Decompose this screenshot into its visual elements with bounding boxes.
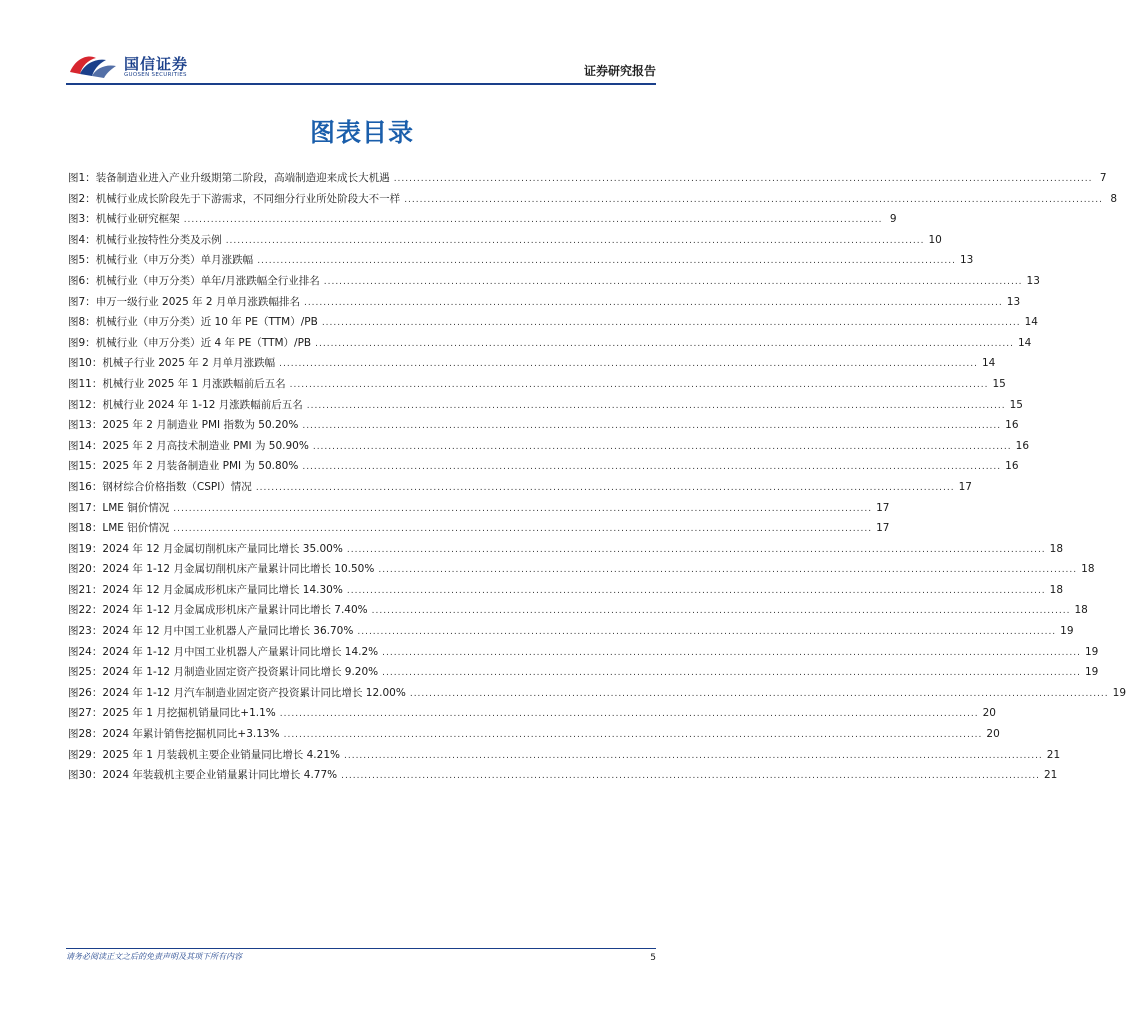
toc-entry-leader bbox=[173, 504, 872, 514]
toc-entry[interactable] bbox=[68, 541, 1064, 562]
toc-entry-title: 2024 年装载机主要企业销量累计同比增长 4.77% bbox=[102, 769, 338, 782]
toc-entry-title: 2024 年 12 月金属成形机床产量同比增长 14.30% bbox=[102, 583, 343, 596]
toc-entry[interactable] bbox=[68, 664, 1099, 685]
guosen-logo bbox=[66, 50, 206, 84]
toc-entry-leader bbox=[315, 339, 1014, 349]
toc-entry-page: 13 bbox=[960, 254, 974, 267]
toc-entry-title: 机械行业 2025 年 1 月涨跌幅前后五名 bbox=[102, 377, 286, 390]
toc-entry-label: 图9： bbox=[68, 336, 96, 349]
toc-entry-leader bbox=[372, 606, 1071, 616]
toc-entry[interactable] bbox=[68, 705, 996, 726]
toc-entry-label: 图7： bbox=[68, 295, 96, 308]
toc-entry[interactable] bbox=[68, 726, 1000, 747]
toc-entry-label: 图8： bbox=[68, 316, 96, 329]
toc-entry-page: 20 bbox=[986, 728, 1000, 741]
toc-entry-leader bbox=[344, 751, 1043, 761]
toc-entry-title: 2025 年 2 月制造业 PMI 指数为 50.20% bbox=[102, 419, 299, 432]
toc-entry[interactable] bbox=[68, 623, 1074, 644]
toc-entry-label: 图5： bbox=[68, 254, 96, 267]
toc-entry-label: 图25： bbox=[68, 666, 103, 679]
toc-entry-label: 图30： bbox=[68, 769, 103, 782]
toc-entry-title: 机械行业（申万分类）近 4 年 PE（TTM）/PB bbox=[95, 336, 312, 349]
toc-entry[interactable] bbox=[68, 438, 1030, 459]
toc-entry-leader bbox=[394, 174, 1093, 184]
footer-disclaimer: 请务必阅读正文之后的免责声明及其项下所有内容 bbox=[66, 952, 242, 961]
toc-entry[interactable] bbox=[68, 211, 897, 232]
toc-entry-page: 17 bbox=[958, 480, 972, 493]
toc-entry-title: 装备制造业进入产业升级期第二阶段，高端制造迎来成长大机遇 bbox=[95, 172, 390, 184]
toc-entry-page: 14 bbox=[1024, 316, 1038, 329]
toc-entry-leader bbox=[290, 380, 989, 390]
toc-entry-page: 18 bbox=[1074, 604, 1088, 617]
toc-entry[interactable] bbox=[68, 479, 972, 500]
toc-entry-label: 图4： bbox=[68, 233, 96, 246]
toc-entry-label: 图12： bbox=[68, 398, 103, 411]
toc-entry-page: 17 bbox=[876, 522, 890, 535]
toc-entry-page: 16 bbox=[1005, 419, 1019, 432]
toc-entry-page: 16 bbox=[1005, 460, 1019, 473]
toc-entry-title: 机械行业（申万分类）单年/月涨跌幅全行业排名 bbox=[95, 274, 320, 287]
toc-entry-label: 图11： bbox=[68, 377, 103, 390]
toc-entry-title: 2024 年 12 月金属切削机床产量同比增长 35.00% bbox=[102, 542, 343, 555]
toc-entry[interactable] bbox=[68, 273, 1040, 294]
toc-entry-page: 17 bbox=[876, 501, 890, 514]
toc-entry[interactable] bbox=[68, 252, 974, 273]
toc-entry-leader bbox=[341, 771, 1040, 781]
toc-entry-page: 19 bbox=[1112, 686, 1126, 699]
toc-entry[interactable] bbox=[68, 376, 1006, 397]
toc-entry[interactable] bbox=[68, 685, 1126, 706]
toc-entry-label: 图3： bbox=[68, 213, 96, 226]
toc-entry-title: 2024 年 12 月中国工业机器人产量同比增长 36.70% bbox=[102, 625, 354, 638]
page-number: 5 bbox=[650, 953, 656, 963]
page-header bbox=[66, 48, 656, 84]
toc-entry-title: 机械行业成长阶段先于下游需求，不同细分行业所处阶段大不一样 bbox=[95, 192, 401, 205]
toc-entry-title: 机械子行业 2025 年 2 月单月涨跌幅 bbox=[102, 357, 276, 370]
toc-entry-leader bbox=[284, 730, 983, 740]
logo-company-name-en: GUOSEN SECURITIES bbox=[124, 72, 187, 78]
toc-entry-page: 19 bbox=[1084, 645, 1099, 658]
toc-entry-page: 14 bbox=[981, 357, 996, 370]
toc-entry-page: 15 bbox=[1009, 398, 1023, 411]
toc-entry-title: 2024 年 1-12 月汽车制造业固定资产投资累计同比增长 12.00% bbox=[102, 686, 406, 699]
toc-entry[interactable] bbox=[68, 335, 1032, 356]
toc-entry[interactable] bbox=[68, 458, 1019, 479]
toc-entry-label: 图18： bbox=[68, 522, 103, 535]
toc-entry-label: 图20： bbox=[68, 563, 103, 576]
toc-entry-title: 机械行业按特性分类及示例 bbox=[95, 233, 222, 246]
toc-entry-leader bbox=[280, 709, 979, 719]
toc-entry-leader bbox=[378, 565, 1077, 575]
toc-entry-label: 图16： bbox=[68, 480, 103, 493]
toc-entry-label: 图6： bbox=[68, 274, 96, 287]
toc-entry-leader bbox=[279, 359, 978, 369]
toc-entry[interactable] bbox=[68, 500, 890, 521]
toc-entry-leader bbox=[324, 277, 1023, 287]
logo-company-name-cn: 国信证券 bbox=[124, 55, 189, 73]
toc-entry-label: 图27： bbox=[68, 707, 103, 720]
toc-entry[interactable] bbox=[68, 767, 1058, 788]
toc-entry-leader bbox=[357, 627, 1056, 637]
toc-entry-page: 19 bbox=[1084, 666, 1099, 679]
toc-entry-page: 8 bbox=[1110, 192, 1117, 205]
toc-entry[interactable] bbox=[68, 232, 942, 253]
toc-entry-title: 机械行业研究框架 bbox=[95, 213, 180, 226]
toc-entry-leader bbox=[307, 401, 1006, 411]
toc-entry-label: 图23： bbox=[68, 625, 103, 638]
toc-entry-leader bbox=[382, 648, 1081, 658]
toc-entry[interactable] bbox=[68, 582, 1064, 603]
toc-entry-title: LME 铝价情况 bbox=[102, 522, 170, 535]
toc-entry-leader bbox=[257, 256, 956, 266]
toc-entry[interactable] bbox=[68, 747, 1061, 768]
toc-entry-leader bbox=[304, 298, 1003, 308]
toc-entry-label: 图28： bbox=[68, 728, 103, 741]
toc-entry-page: 10 bbox=[928, 233, 942, 246]
toc-entry-leader bbox=[313, 442, 1012, 452]
toc-entry-title: 申万一级行业 2025 年 2 月单月涨跌幅排名 bbox=[95, 295, 300, 308]
toc-entry-page: 13 bbox=[1026, 274, 1040, 287]
toc-entry-label: 图15： bbox=[68, 460, 103, 473]
footer-divider bbox=[66, 948, 656, 949]
toc-entry-label: 图1： bbox=[68, 172, 96, 184]
toc-entry-label: 图19： bbox=[68, 542, 103, 555]
toc-entry-label: 图29： bbox=[68, 748, 103, 761]
header-divider bbox=[66, 83, 656, 85]
toc-entry-title: 机械行业（申万分类）近 10 年 PE（TTM）/PB bbox=[95, 316, 318, 329]
toc-entry-page: 15 bbox=[992, 377, 1006, 390]
toc-entry-title: 机械行业 2024 年 1-12 月涨跌幅前后五名 bbox=[102, 398, 303, 411]
toc-entry-label: 图26： bbox=[68, 686, 103, 699]
toc-entry-leader bbox=[256, 483, 955, 493]
toc-entry-title: 钢材综合价格指数（CSPI）情况 bbox=[102, 480, 252, 493]
toc-entry-page: 18 bbox=[1081, 563, 1095, 576]
toc-entry-label: 图17： bbox=[68, 501, 103, 514]
toc-entry-title: 2024 年 1-12 月中国工业机器人产量累计同比增长 14.2% bbox=[102, 645, 379, 658]
toc-entry-label: 图21： bbox=[68, 583, 103, 596]
toc-entry[interactable] bbox=[68, 417, 1019, 438]
figure-list bbox=[68, 170, 1126, 788]
toc-entry-title: 2025 年 2 月装备制造业 PMI 为 50.80% bbox=[102, 460, 299, 473]
toc-entry-page: 7 bbox=[1099, 172, 1107, 184]
toc-entry-title: 机械行业（申万分类）单月涨跌幅 bbox=[95, 254, 254, 267]
toc-entry-leader bbox=[382, 668, 1081, 678]
toc-entry-label: 图14： bbox=[68, 439, 103, 452]
toc-entry-leader bbox=[404, 195, 1103, 205]
toc-entry-label: 图2： bbox=[68, 192, 96, 205]
toc-entry-title: 2024 年累计销售挖掘机同比+3.13% bbox=[102, 728, 280, 741]
toc-entry[interactable] bbox=[68, 644, 1099, 665]
toc-entry-page: 19 bbox=[1060, 625, 1074, 638]
toc-entry[interactable] bbox=[68, 602, 1088, 623]
toc-entry[interactable] bbox=[68, 170, 1107, 191]
toc-entry-title: 2025 年 1 月挖掘机销量同比+1.1% bbox=[102, 707, 276, 720]
page-title: 图表目录 bbox=[309, 118, 414, 147]
toc-entry-leader bbox=[226, 236, 925, 246]
toc-entry-page: 21 bbox=[1043, 769, 1058, 782]
toc-entry-title: 2024 年 1-12 月制造业固定资产投资累计同比增长 9.20% bbox=[102, 666, 379, 679]
toc-entry-label: 图22： bbox=[68, 604, 103, 617]
toc-entry-page: 14 bbox=[1017, 336, 1032, 349]
toc-entry-page: 13 bbox=[1006, 295, 1021, 308]
toc-entry[interactable] bbox=[68, 561, 1095, 582]
toc-entry[interactable] bbox=[68, 294, 1021, 315]
toc-entry-title: 2025 年 1 月装载机主要企业销量同比增长 4.21% bbox=[102, 748, 340, 761]
toc-entry-page: 9 bbox=[889, 213, 897, 226]
toc-entry[interactable] bbox=[68, 314, 1038, 335]
toc-entry-leader bbox=[347, 586, 1046, 596]
toc-entry-label: 图10： bbox=[68, 357, 103, 370]
toc-entry-title: 2024 年 1-12 月金属切削机床产量累计同比增长 10.50% bbox=[102, 563, 375, 576]
report-type-label: 证券研究报告 bbox=[583, 64, 656, 78]
toc-entry-leader bbox=[347, 545, 1046, 555]
toc-entry-leader bbox=[322, 318, 1021, 328]
toc-entry[interactable] bbox=[68, 520, 890, 541]
toc-entry-page: 16 bbox=[1015, 439, 1030, 452]
toc-entry-page: 18 bbox=[1049, 583, 1064, 596]
toc-entry-leader bbox=[410, 689, 1109, 699]
toc-entry-leader bbox=[173, 524, 872, 534]
toc-entry[interactable] bbox=[68, 355, 996, 376]
toc-entry-title: 2025 年 2 月高技术制造业 PMI 为 50.90% bbox=[102, 439, 309, 452]
toc-entry-leader bbox=[302, 462, 1001, 472]
toc-entry-title: LME 铜价情况 bbox=[102, 501, 170, 514]
guosen-logo-mark bbox=[66, 50, 120, 80]
toc-entry[interactable] bbox=[68, 191, 1117, 212]
toc-entry-label: 图13： bbox=[68, 419, 103, 432]
toc-entry-page: 20 bbox=[982, 707, 996, 720]
toc-entry-leader bbox=[184, 215, 883, 225]
toc-entry-title: 2024 年 1-12 月金属成形机床产量累计同比增长 7.40% bbox=[102, 604, 368, 617]
toc-entry-page: 18 bbox=[1049, 542, 1064, 555]
toc-entry-page: 21 bbox=[1046, 748, 1061, 761]
toc-entry-label: 图24： bbox=[68, 645, 103, 658]
toc-entry[interactable] bbox=[68, 397, 1023, 418]
toc-entry-leader bbox=[302, 421, 1001, 431]
